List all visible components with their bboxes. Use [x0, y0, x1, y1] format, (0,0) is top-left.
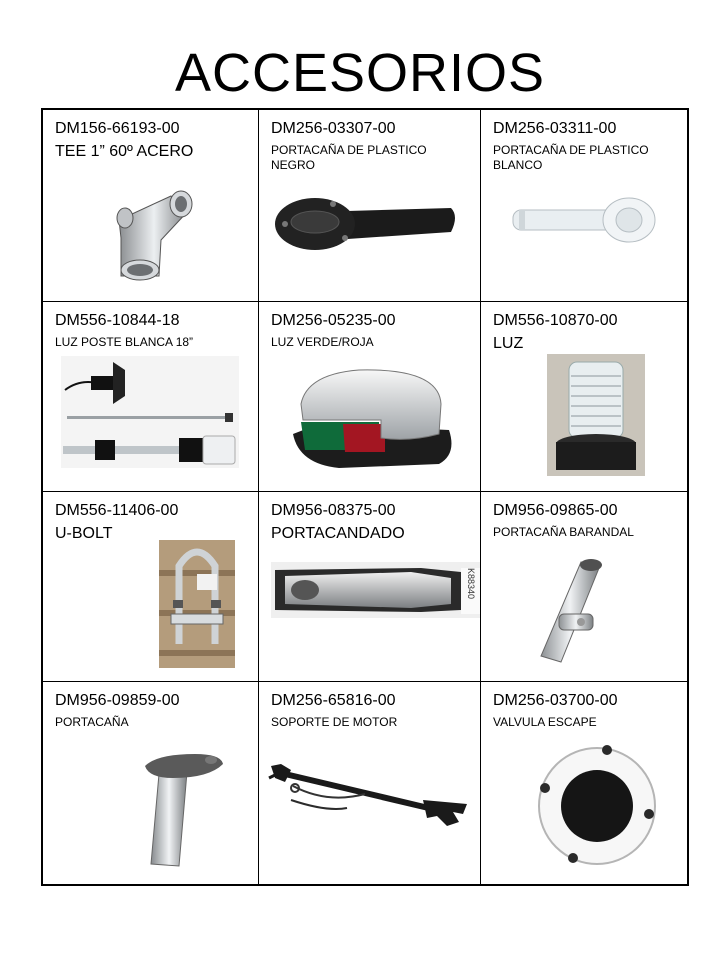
product-cell [481, 682, 687, 884]
product-name: PORTACANDADO [271, 525, 405, 542]
product-name: LUZ VERDE/ROJA [271, 335, 374, 349]
page-title: ACCESORIOS [174, 43, 546, 103]
u-bolt-icon [159, 540, 235, 668]
product-code: DM256-05235-00 [271, 312, 396, 329]
product-code: DM256-65816-00 [271, 692, 396, 709]
product-code: DM556-10870-00 [493, 312, 618, 329]
product-cell [481, 110, 687, 302]
product-name: TEE 1” 60º ACERO [55, 143, 194, 160]
product-cell [259, 682, 481, 884]
product-cell [43, 302, 259, 492]
rail-rod-holder-icon [533, 556, 613, 668]
product-code: DM256-03700-00 [493, 692, 618, 709]
product-cell [481, 492, 687, 682]
product-code: DM956-09865-00 [493, 502, 618, 519]
white-rod-holder-icon [511, 196, 661, 246]
product-cell [259, 492, 481, 682]
padlock-holder-icon [271, 562, 481, 618]
product-cell [43, 492, 259, 682]
product-name: LUZ [493, 335, 524, 352]
product-cell [259, 110, 481, 302]
product-cell [43, 682, 259, 884]
product-name: PORTACAÑA DE PLASTICO NEGRO [271, 143, 427, 172]
product-name: PORTACAÑA DE PLASTICO BLANCO [493, 143, 649, 172]
product-code: DM556-10844-18 [55, 312, 180, 329]
product-code: DM556-11406-00 [55, 502, 179, 519]
product-cell [259, 302, 481, 492]
exhaust-valve-icon [535, 744, 659, 868]
product-code: DM156-66193-00 [55, 120, 180, 137]
product-name: PORTACAÑA [55, 715, 129, 729]
product-name: SOPORTE DE MOTOR [271, 715, 398, 729]
product-code: DM956-09859-00 [55, 692, 180, 709]
bow-light-icon [289, 364, 459, 474]
product-name: VALVULA ESCAPE [493, 715, 597, 729]
product-cell [43, 110, 259, 302]
product-name: U-BOLT [55, 525, 113, 542]
padlock-label: K88340 [466, 568, 476, 600]
black-rod-holder-icon [273, 192, 463, 254]
product-code: DM256-03307-00 [271, 120, 396, 137]
product-cell [481, 302, 687, 492]
product-name: LUZ POSTE BLANCA 18” [55, 335, 194, 349]
product-code: DM256-03311-00 [493, 120, 617, 137]
pole-light-icon [61, 356, 239, 468]
product-name: PORTACAÑA BARANDAL [493, 525, 634, 539]
product-code: DM956-08375-00 [271, 502, 396, 519]
rod-holder-icon [139, 752, 229, 870]
anchor-light-icon [547, 354, 645, 476]
accessories-table [41, 108, 689, 886]
motor-support-icon [267, 760, 473, 840]
steel-tee-icon [111, 188, 201, 283]
